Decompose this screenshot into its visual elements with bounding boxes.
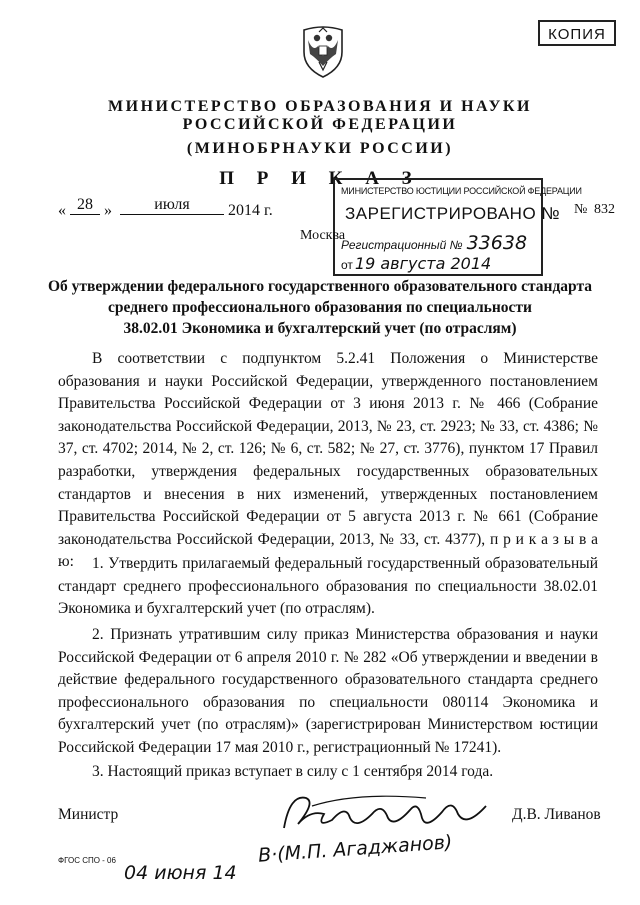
title-line3: 38.02.01 Экономика и бухгалтерский учет (по отраслям) (123, 320, 517, 337)
stamp-date-value: 19 августа 2014 (354, 254, 492, 273)
registration-stamp (333, 178, 582, 276)
date-year: 2014 г. (228, 202, 273, 219)
order-number: 832 (594, 202, 615, 217)
date-open-quote: « (58, 202, 66, 219)
stamp-reg-number: 33638 (466, 232, 528, 254)
footer-code: ФГОС СПО - 06 (58, 856, 116, 865)
preamble-text: В соответствии с подпунктом 5.2.41 Положения о Министерстве образования и науки Российской Федерации, утвержденного постановлением Правительства Российской Федерации от 3 июня 2013 г. № 466 (Собрание законодательства Российской Федерации, 2013, № 23, ст. 2923; № 33, ст. 4386; № 37, ст. 4702; 2014, № 2, ст. 126; № 6, ст. 582; № 27, ст. 3776), пунктом 17 Правил разработки, утверждения федеральных государственных образовательных стандартов и внесения в них изменений, утвержденных постановлением Правительства Российской Федерации от 5 августа 2013 г. № 661 (Собрание законодательства Российской Федерации, 2013, № 33, ст. 4377), (58, 350, 598, 548)
document-type: П Р И К А З (219, 168, 421, 189)
stamp-registered: ЗАРЕГИСТРИРОВАНО № (345, 204, 561, 223)
date-day: 28 (70, 196, 100, 215)
ministry-abbreviation: (МИНОБРНАУКИ РОССИИ) (186, 140, 454, 157)
paragraph-item-2: 2. Признать утратившим силу приказ Министерства образования и науки Российской Федерации от 6 апреля 2010 г. № 282 «Об утверждении и введении в действие федерального государственного образовательного стандарта среднего профессионального образования по специальности 080114 Экономика и бухгалтерский учет (по отраслям)» (зарегистрирован Министерством юстиции Российской Федерации 17 мая 2010 г., регистрационный № 17241). (58, 626, 598, 756)
stamp-org: МИНИСТЕРСТВО ЮСТИЦИИ РОССИЙСКОЙ ФЕДЕРАЦИИ (341, 186, 582, 196)
stamp-date-label: от (341, 258, 353, 272)
order-date (58, 196, 273, 221)
handwritten-note-approver: В·(М.П. Агаджанов) (257, 831, 453, 867)
order-title (20, 276, 620, 339)
paragraph-item-1: 1. Утвердить прилагаемый федеральный государственный образовательный стандарт среднего профессионального образования по специальности 38.02.01 Экономика и бухгалтерский учет (по отраслям). (58, 555, 598, 618)
handwritten-note-date: 04 июня 14 (124, 862, 237, 884)
paragraph-preamble (58, 348, 598, 574)
city: Москва (300, 228, 346, 243)
date-close-quote: » (104, 202, 112, 219)
preamble-command: п р и к а з ы в а ю: (58, 530, 598, 571)
number-prefix: № (574, 202, 588, 217)
date-month: июля (120, 196, 224, 215)
stamp-reg-line (341, 232, 527, 254)
signatory-title: Министр (58, 806, 119, 823)
signatory-name: Д.В. Ливанов (512, 806, 601, 823)
kopia-stamp: КОПИЯ (538, 20, 616, 46)
state-emblem-icon (298, 22, 348, 80)
stamp-reg-label: Регистрационный № (341, 238, 463, 252)
paragraph-item-3: 3. Настоящий приказ вступает в силу с 1 сентября 2014 года. (92, 763, 494, 780)
stamp-date-line (341, 254, 491, 273)
signature-icon (276, 784, 500, 840)
title-line1: Об утверждении федерального государственного образовательного стандарта (47, 278, 593, 295)
ministry-name-line2: РОССИЙСКОЙ ФЕДЕРАЦИИ (182, 116, 458, 133)
title-line2: среднего профессионального образования по специальности (108, 299, 532, 316)
ministry-name-line1: МИНИСТЕРСТВО ОБРАЗОВАНИЯ И НАУКИ (108, 98, 532, 115)
